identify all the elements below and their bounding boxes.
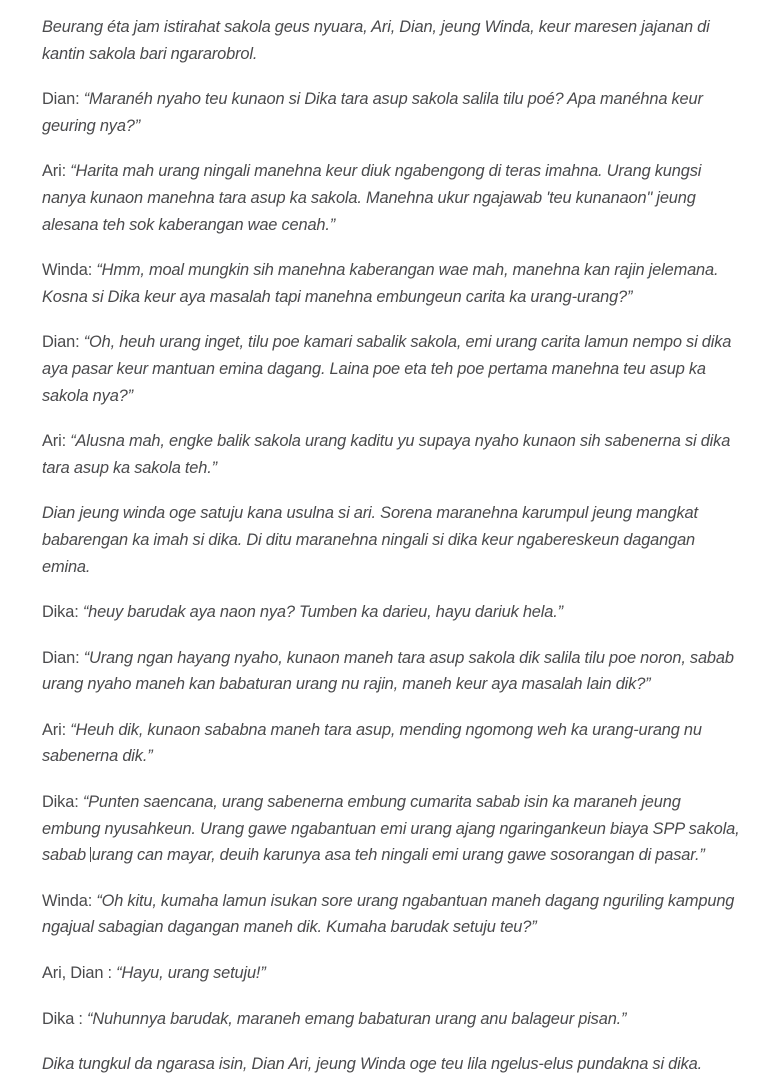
speaker-label: Dian: — [42, 90, 80, 109]
paragraph-text: “Oh kitu, kumaha lamun isukan sore urang ngabantuan maneh dagang nguriling kampung ngajual sabagian dagangan maneh dik. Kumaha barudak setuju teu?” — [42, 891, 735, 937]
paragraph-dialogue-dika-3 — [42, 1006, 742, 1033]
paragraph-text: Beurang éta jam istirahat sakola geus nyuara, Ari, Dian, jeung Winda, keur maresen jajanan di kantin sakola bari ngararobrol. — [42, 18, 710, 63]
paragraph-text: “Oh, heuh urang inget, tilu poe kamari sabalik sakola, emi urang carita lamun nempo si dika aya pasar keur mantuan emina dagang. Laina poe eta teh poe pertama manehna teu asup ka sakola nya?” — [42, 333, 732, 405]
paragraph-dialogue-dian-2 — [42, 329, 742, 409]
paragraph-narrative-middle — [42, 500, 742, 580]
paragraph-text: “heuy barudak aya naon nya? Tumben ka darieu, hayu dariuk hela.” — [82, 603, 563, 622]
paragraph-text: Dian jeung winda oge satuju kana usulna si ari. Sorena maranehna karumpul jeung mangkat babarengan ka imah si dika. Di ditu maranehna ningali si dika keur ngabereskeun dagangan emina. — [42, 504, 698, 576]
paragraph-text: “Heuh dik, kunaon sababna maneh tara asup, mending ngomong weh ka urang-urang nu sabenerna dik.” — [42, 720, 702, 766]
speaker-label: Dian: — [42, 648, 80, 667]
speaker-label: Winda: — [42, 891, 93, 910]
paragraph-text-before-caret: “Punten saencana, urang sabenerna embung cumarita sabab isin ka maraneh jeung embung nyusahkeun. Urang gawe ngabantuan emi urang ajang ngaringankeun biaya SPP sakola, sabab — [42, 793, 740, 865]
paragraph-narrative-closing — [42, 1051, 742, 1078]
paragraph-dialogue-ari-1 — [42, 158, 742, 238]
speaker-label: Ari: — [42, 720, 66, 739]
paragraph-dialogue-ari-dian — [42, 960, 742, 987]
paragraph-dialogue-winda-2 — [42, 888, 742, 941]
paragraph-text: “Hayu, urang setuju!” — [116, 964, 266, 983]
speaker-label: Dian: — [42, 333, 80, 352]
paragraph-text: “Nuhunnya barudak, maraneh emang babaturan urang anu balageur pisan.” — [87, 1009, 627, 1028]
paragraph-dialogue-ari-3 — [42, 717, 742, 770]
paragraph-dialogue-dian-3 — [42, 645, 742, 698]
speaker-label: Winda: — [42, 261, 93, 280]
paragraph-text: “Urang ngan hayang nyaho, kunaon maneh tara asup sakola dik salila tilu poe noron, sabab urang nyaho maneh kan babaturan urang nu rajin, maneh keur aya masalah lain dik?” — [42, 648, 734, 694]
paragraph-text: “Alusna mah, engke balik sakola urang kaditu yu supaya nyaho kunaon sih sabenerna si dika tara asup ka sakola teh.” — [42, 432, 731, 477]
paragraph-dialogue-ari-2 — [42, 428, 742, 481]
speaker-label: Dika: — [42, 793, 79, 812]
paragraph-text: Dika tungkul da ngarasa isin, Dian Ari, jeung Winda oge teu lila ngelus-elus pundakna si dika. — [42, 1055, 703, 1074]
paragraph-text-after-caret: urang can mayar, deuih karunya asa teh ningali emi urang gawe sosorangan di pasar.” — [91, 846, 705, 865]
document-text-body — [42, 14, 742, 1078]
speaker-label: Ari, Dian : — [42, 964, 112, 983]
paragraph-text: “Harita mah urang ningali manehna keur diuk ngabengong di teras imahna. Urang kungsi nanya kunaon manehna tara asup ka sakola. Manehna ukur ngajawab 'teu kunanaon" jeung alesana teh sok kaberangan wae cenah.” — [42, 162, 702, 234]
paragraph-text: “Hmm, moal mungkin sih manehna kaberangan wae mah, manehna kan rajin jelemana. Kosna si Dika keur aya masalah tapi manehna embungeun carita ka urang-urang?” — [42, 261, 719, 306]
paragraph-dialogue-dian-1 — [42, 86, 742, 139]
paragraph-narrative-opening — [42, 14, 742, 67]
speaker-label: Ari: — [42, 432, 66, 451]
paragraph-dialogue-winda-1 — [42, 257, 742, 310]
speaker-label: Dika: — [42, 603, 79, 622]
speaker-label: Dika : — [42, 1009, 83, 1028]
paragraph-dialogue-dika-1 — [42, 599, 742, 626]
paragraph-dialogue-dika-2 — [42, 789, 742, 869]
paragraph-text: “Maranéh nyaho teu kunaon si Dika tara asup sakola salila tilu poé? Apa manéhna keur geuring nya?” — [42, 90, 703, 135]
speaker-label: Ari: — [42, 162, 66, 181]
